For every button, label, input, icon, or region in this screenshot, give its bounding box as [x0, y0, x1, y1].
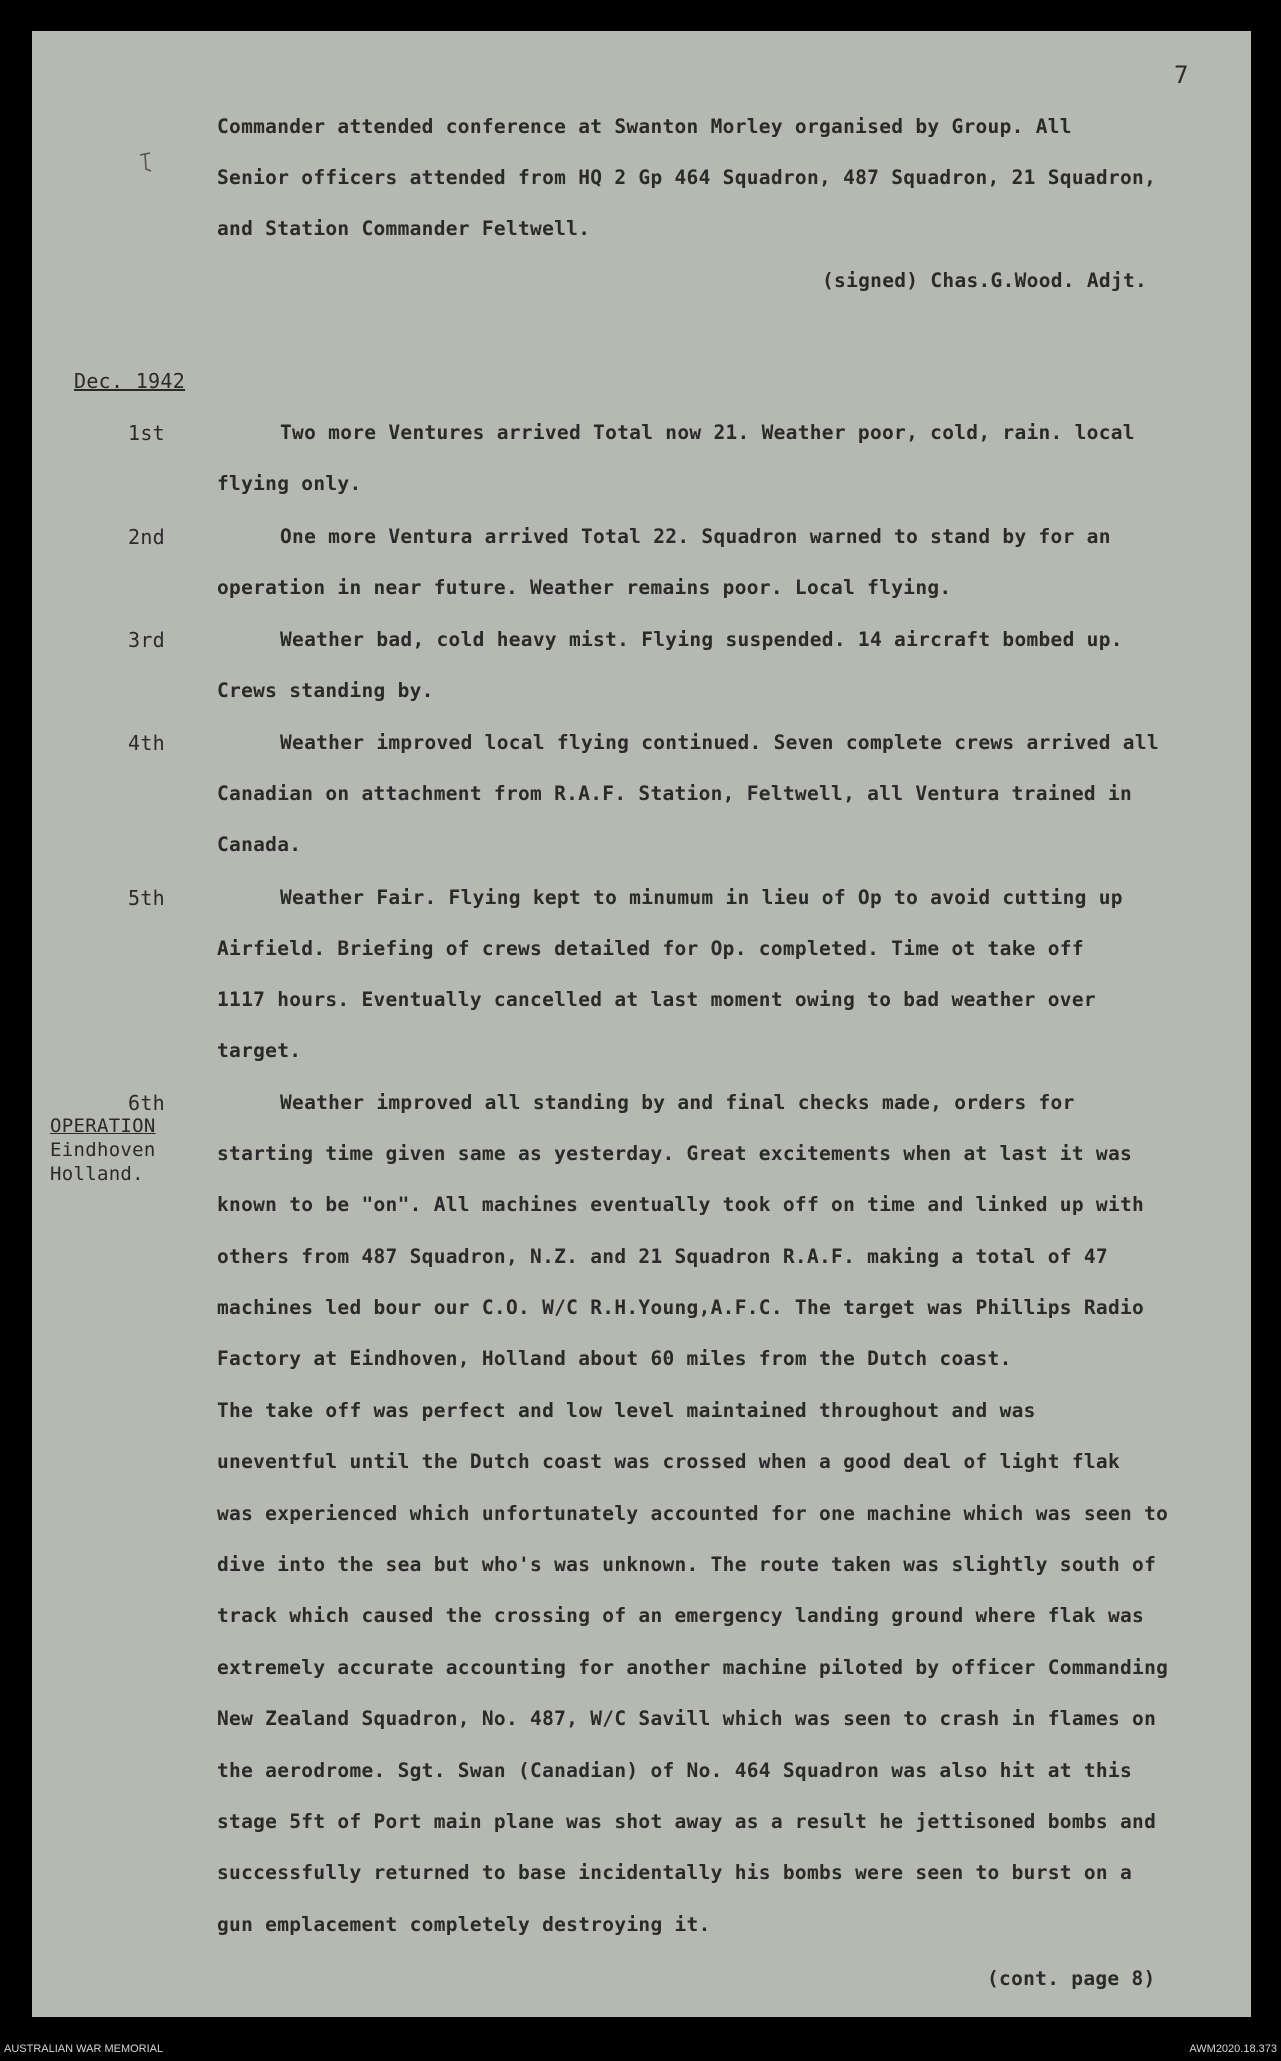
margin-note-country: Holland. — [50, 1163, 144, 1185]
entry-line: starting time given same as yesterday. Great excitements when at last it was — [217, 1142, 1133, 1165]
entry-line: successfully returned to base incidentally his bombs were seen to burst on a — [217, 1861, 1133, 1884]
signature: (signed) Chas.G.Wood. Adjt. — [822, 269, 1148, 292]
intro-line: and Station Commander Feltwell. — [217, 217, 591, 240]
archive-reference: AWM2020.18.373 — [1189, 2043, 1277, 2055]
entry-date: 2nd — [128, 525, 166, 549]
continuation-note: (cont. page 8) — [987, 1967, 1156, 1990]
entry-line: track which caused the crossing of an emergency landing ground where flak was — [217, 1604, 1145, 1627]
entry-line: One more Ventura arrived Total 22. Squadron warned to stand by for an — [280, 525, 1111, 548]
entry-line: uneventful until the Dutch coast was crossed when a good deal of light flak — [217, 1450, 1120, 1473]
entry-line: Two more Ventures arrived Total now 21. Weather poor, cold, rain. local — [280, 421, 1135, 444]
entry-date: 3rd — [128, 628, 166, 652]
entry-line: Weather improved all standing by and final checks made, orders for — [280, 1091, 1075, 1114]
entry-line: flying only. — [217, 472, 362, 495]
entry-line: Canada. — [217, 833, 302, 856]
archive-caption: AUSTRALIAN WAR MEMORIAL — [4, 2043, 164, 2055]
entry-line: the aerodrome. Sgt. Swan (Canadian) of No. 464 Squadron was also hit at this — [217, 1759, 1133, 1782]
entry-line: was experienced which unfortunately accounted for one machine which was seen to — [217, 1502, 1169, 1525]
entry-line: extremely accurate accounting for another machine piloted by officer Commanding — [217, 1656, 1169, 1679]
entry-date: 1st — [128, 421, 166, 445]
entry-date: 6th — [128, 1091, 166, 1115]
entry-line: gun emplacement completely destroying it. — [217, 1913, 711, 1936]
intro-line: Senior officers attended from HQ 2 Gp 464 Squadron, 487 Squadron, 21 Squadron, — [217, 166, 1157, 189]
entry-line: known to be "on". All machines eventually took off on time and linked up with — [217, 1193, 1145, 1216]
month-heading: Dec. 1942 — [74, 369, 186, 393]
page-number: 7 — [1174, 61, 1189, 89]
entry-line: Crews standing by. — [217, 679, 434, 702]
intro-line: Commander attended conference at Swanton Morley organised by Group. All — [217, 115, 1072, 138]
margin-note-operation: OPERATION — [50, 1115, 156, 1137]
entry-line: target. — [217, 1039, 302, 1062]
entry-line: Canadian on attachment from R.A.F. Station, Feltwell, all Ventura trained in — [217, 782, 1133, 805]
entry-date: 5th — [128, 886, 166, 910]
entry-line: Factory at Eindhoven, Holland about 60 miles from the Dutch coast. — [217, 1347, 1012, 1370]
document-page — [32, 31, 1251, 2017]
margin-note-place: Eindhoven — [50, 1139, 156, 1161]
entry-line: The take off was perfect and low level maintained throughout and was — [217, 1399, 1036, 1422]
entry-line: Airfield. Briefing of crews detailed for Op. completed. Time ot take off — [217, 937, 1084, 960]
entry-line: Weather Fair. Flying kept to minumum in lieu of Op to avoid cutting up — [280, 886, 1123, 909]
entry-line: Weather improved local flying continued. Seven complete crews arrived all — [280, 731, 1159, 754]
entry-line: machines led bour our C.O. W/C R.H.Young,A.F.C. The target was Phillips Radio — [217, 1296, 1145, 1319]
entry-line: Weather bad, cold heavy mist. Flying suspended. 14 aircraft bombed up. — [280, 628, 1123, 651]
entry-line: dive into the sea but who's was unknown. The route taken was slightly south of — [217, 1553, 1157, 1576]
pencil-mark-icon — [136, 149, 156, 175]
entry-date: 4th — [128, 731, 166, 755]
entry-line: others from 487 Squadron, N.Z. and 21 Squadron R.A.F. making a total of 47 — [217, 1245, 1108, 1268]
entry-line: New Zealand Squadron, No. 487, W/C Savill which was seen to crash in flames on — [217, 1707, 1157, 1730]
entry-line: stage 5ft of Port main plane was shot away as a result he jettisoned bombs and — [217, 1810, 1157, 1833]
entry-line: 1117 hours. Eventually cancelled at last moment owing to bad weather over — [217, 988, 1096, 1011]
entry-line: operation in near future. Weather remains poor. Local flying. — [217, 576, 952, 599]
